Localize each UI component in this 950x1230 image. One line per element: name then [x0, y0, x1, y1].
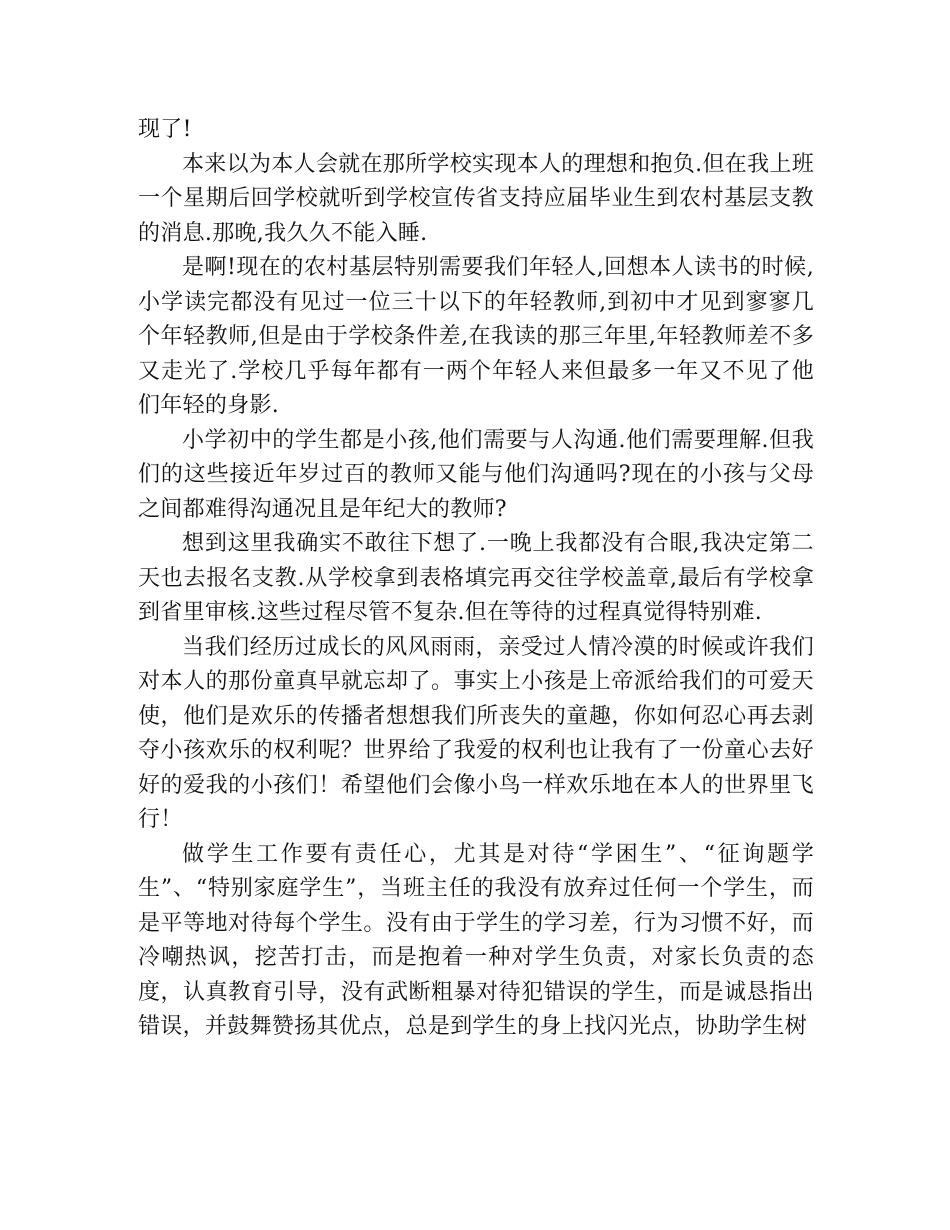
- paragraph: 做学生工作要有责任心，尤其是对待“学困生”、“征询题学生”、“特别家庭学生”，当班主任的我没有放弃过任何一个学生，而是平等地对待每个学生。没有由于学生的学习差，行为习惯不好，而冷嘲热讽，挖苦打击，而是抱着一种对学生负责，对家长负责的态度，认真教育引导，没有武断粗暴对待犯错误的学生，而是诚恳指出错误，并鼓舞赞扬其优点，总是到学生的身上找闪光点，协助学生树: [138, 841, 814, 1039]
- paragraph: 是啊!现在的农村基层特别需要我们年轻人,回想本人读书的时候,小学读完都没有见过一位三十以下的年轻教师,到初中才见到寥寥几个年轻教师,但是由于学校条件差,在我读的那三年里,年轻教师差不多又走光了.学校几乎每年都有一两个年轻人来但最多一年又不见了他们年轻的身影.: [138, 255, 814, 418]
- paragraph: 当我们经历过成长的风风雨雨，亲受过人情冷漠的时候或许我们对本人的那份童真早就忘却了。事实上小孩是上帝派给我们的可爱天使，他们是欢乐的传播者想想我们所丧失的童趣，你如何忍心再去剥夺小孩欢乐的权利呢？世界给了我爱的权利也让我有了一份童心去好好的爱我的小孩们！希望他们会像小鸟一样欢乐地在本人的世界里飞行！: [138, 634, 814, 832]
- paragraph: 想到这里我确实不敢往下想了.一晚上我都没有合眼,我决定第二天也去报名支教.从学校拿到表格填完再交往学校盖章,最后有学校拿到省里审核.这些过程尽管不复杂.但在等待的过程真觉得特别难.: [138, 531, 814, 625]
- paragraph-continuation: 现了!: [138, 117, 192, 142]
- paragraph: 小学初中的学生都是小孩,他们需要与人沟通.他们需要理解.但我们的这些接近年岁过百的教师又能与他们沟通吗?现在的小孩与父母之间都难得沟通况且是年纪大的教师?: [138, 427, 814, 522]
- paragraph: 本来以为本人会就在那所学校实现本人的理想和抱负.但在我上班一个星期后回学校就听到学校宣传省支持应届毕业生到农村基层支教的消息.那晚,我久久不能入睡.: [138, 151, 814, 246]
- document-page: [138, 113, 814, 1045]
